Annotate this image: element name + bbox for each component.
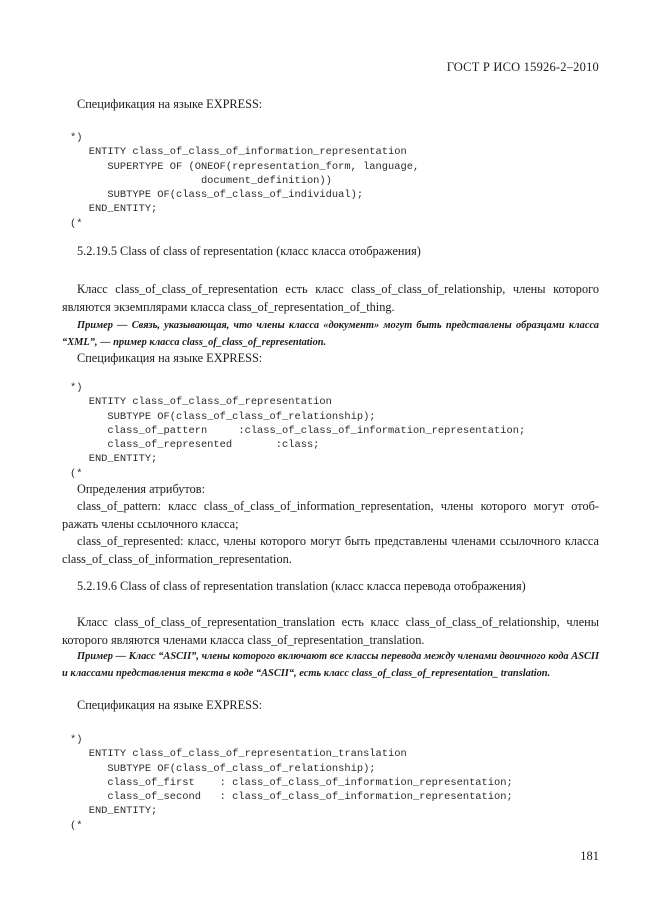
express-code-block-3 (70, 733, 607, 833)
express-code-block-1 (70, 131, 607, 231)
example-note: Пример — Класс “ASCII”, члены которого включают все классы перевода между членами двоичного кода ASCII и классами представления текста в коде “ASCII“, есть класс class_of_class_of_representation_ translation. (62, 651, 599, 679)
code-lines: *) ENTITY class_of_class_of_representation SUBTYPE OF(class_of_class_of_relationship); class_of_pattern :class_of_class_of_information_representation; class_of_represented :class; END_ENTITY; (* (70, 382, 526, 480)
example-note: Пример — Связь, указывающая, что члены класса «документ» могут быть представлены образцами класса “XML”, — пример класса class_of_class_of_representation. (62, 320, 599, 348)
definition-class-of-pattern: class_of_pattern: класс class_of_class_of_information_representation, члены которого могут отоб-ражать члены ссылочного класса; (62, 499, 599, 531)
code-lines: *) ENTITY class_of_class_of_information_representation SUPERTYPE OF (ONEOF(representation_form, language, document_definition)) SUBTYPE OF(class_of_class_of_individual); END_ENTITY; (* (70, 132, 420, 230)
definition-class-of-represented: class_of_represented: класс, члены которого могут быть представлены членами ссылочного класса class_of_class_of_information_representation. (62, 534, 599, 566)
section-paragraph: Класс class_of_class_of_representation есть класс class_of_class_of_relationship, члены которого являются экземплярами класса class_of_representation_of_thing. (62, 282, 599, 314)
definitions-title: Определения атрибутов: (77, 482, 206, 496)
page-number: 181 (580, 849, 599, 863)
section-heading-5-2-19-5: 5.2.19.5 Class of class of representation (класс класса отображения) (77, 244, 421, 258)
spec-label-2: Спецификация на языке EXPRESS: (77, 351, 263, 365)
code-lines: *) ENTITY class_of_class_of_representation_translation SUBTYPE OF(class_of_class_of_relationship); class_of_first : class_of_class_of_information_representation; class_of_second : class_of_class_of_information_representation; END_ENTITY; (* (70, 734, 513, 832)
attribute-definitions (62, 481, 599, 568)
spec-label-1: Спецификация на языке EXPRESS: (77, 97, 263, 111)
express-code-block-2 (70, 381, 607, 481)
spec-label-3: Спецификация на языке EXPRESS: (77, 698, 263, 712)
section-paragraph: Класс class_of_class_of_representation_translation есть класс class_of_class_of_relationship, члены которого являются членами класса class_of_representation_translation. (62, 615, 599, 647)
section-heading-5-2-19-6: 5.2.19.6 Class of class of representation translation (класс класса перевода отображения) (77, 579, 526, 593)
document-header: ГОСТ Р ИСО 15926-2–2010 (446, 60, 599, 74)
